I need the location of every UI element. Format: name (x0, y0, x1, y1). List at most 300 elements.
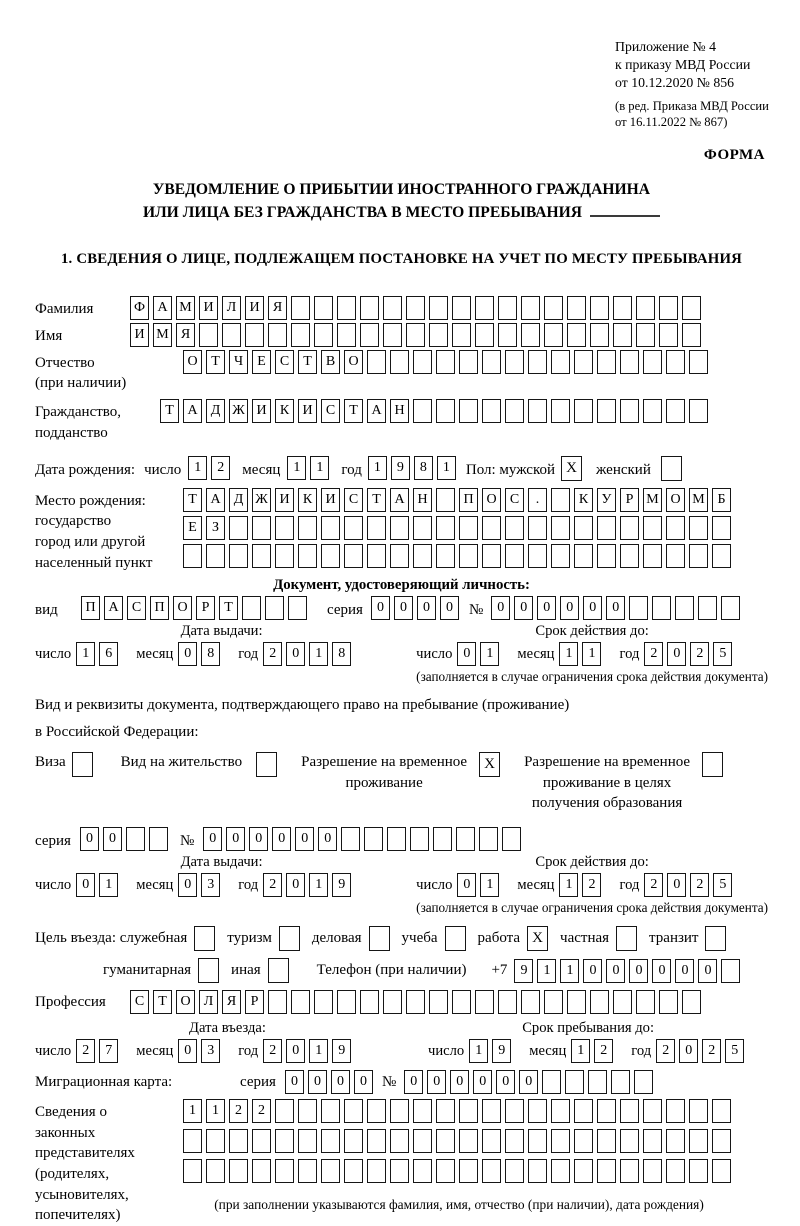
char-cell[interactable] (567, 990, 586, 1014)
char-cell[interactable]: Р (196, 596, 215, 620)
char-cell[interactable] (452, 296, 471, 320)
char-cell[interactable] (344, 516, 363, 540)
char-cell[interactable] (479, 827, 498, 851)
char-cell[interactable]: О (173, 596, 192, 620)
char-cell[interactable]: И (275, 488, 294, 512)
char-cell[interactable] (682, 323, 701, 347)
char-cell[interactable] (406, 990, 425, 1014)
char-cell[interactable]: 1 (437, 456, 456, 480)
char-cell[interactable]: 1 (559, 873, 578, 897)
char-cell[interactable] (567, 323, 586, 347)
char-cell[interactable]: Ж (229, 399, 248, 423)
char-cell[interactable]: 0 (698, 959, 717, 983)
char-cell[interactable] (574, 399, 593, 423)
char-cell[interactable] (528, 1129, 547, 1153)
char-cell[interactable] (429, 296, 448, 320)
char-cell[interactable]: 9 (332, 1039, 351, 1063)
char-cell[interactable]: Б (712, 488, 731, 512)
char-cell[interactable] (252, 1129, 271, 1153)
char-cell[interactable] (410, 827, 429, 851)
char-cell[interactable] (459, 1099, 478, 1123)
char-cell[interactable]: 2 (211, 456, 230, 480)
char-cell[interactable] (275, 1159, 294, 1183)
char-cell[interactable] (406, 323, 425, 347)
char-cell[interactable] (666, 1159, 685, 1183)
char-cell[interactable]: 0 (440, 596, 459, 620)
char-cell[interactable] (567, 296, 586, 320)
char-cell[interactable] (367, 1129, 386, 1153)
char-cell[interactable]: Л (222, 296, 241, 320)
char-cell[interactable] (413, 1099, 432, 1123)
char-cell[interactable]: Р (245, 990, 264, 1014)
char-cell[interactable] (643, 1129, 662, 1153)
char-cell[interactable] (528, 1159, 547, 1183)
char-cell[interactable] (344, 1099, 363, 1123)
char-cell[interactable] (636, 296, 655, 320)
char-cell[interactable] (498, 323, 517, 347)
char-cell[interactable]: 2 (263, 873, 282, 897)
char-cell[interactable] (565, 1070, 584, 1094)
char-cell[interactable] (390, 350, 409, 374)
char-cell[interactable]: К (574, 488, 593, 512)
char-cell[interactable] (459, 399, 478, 423)
purpose-other-checkbox[interactable] (268, 958, 289, 983)
char-cell[interactable] (337, 990, 356, 1014)
char-cell[interactable] (634, 1070, 653, 1094)
char-cell[interactable] (666, 350, 685, 374)
char-cell[interactable]: Т (183, 488, 202, 512)
char-cell[interactable] (682, 296, 701, 320)
char-cell[interactable] (275, 1129, 294, 1153)
char-cell[interactable]: О (666, 488, 685, 512)
char-cell[interactable] (390, 1129, 409, 1153)
gender-male-checkbox[interactable]: X (561, 456, 582, 481)
char-cell[interactable] (344, 544, 363, 568)
char-cell[interactable] (360, 323, 379, 347)
char-cell[interactable]: 2 (690, 873, 709, 897)
char-cell[interactable]: Е (252, 350, 271, 374)
char-cell[interactable]: Н (390, 399, 409, 423)
char-cell[interactable]: 0 (371, 596, 390, 620)
char-cell[interactable] (597, 544, 616, 568)
char-cell[interactable]: 1 (310, 456, 329, 480)
char-cell[interactable] (429, 990, 448, 1014)
temp-residence-checkbox[interactable]: X (479, 752, 500, 777)
char-cell[interactable]: 5 (713, 873, 732, 897)
char-cell[interactable]: 3 (201, 873, 220, 897)
char-cell[interactable] (390, 1159, 409, 1183)
char-cell[interactable] (436, 1129, 455, 1153)
char-cell[interactable] (459, 350, 478, 374)
char-cell[interactable] (721, 959, 740, 983)
char-cell[interactable]: 1 (571, 1039, 590, 1063)
char-cell[interactable]: С (344, 488, 363, 512)
purpose-study-checkbox[interactable] (445, 926, 466, 951)
char-cell[interactable] (413, 1159, 432, 1183)
char-cell[interactable] (183, 1159, 202, 1183)
char-cell[interactable] (459, 544, 478, 568)
char-cell[interactable] (275, 1099, 294, 1123)
char-cell[interactable] (698, 596, 717, 620)
char-cell[interactable] (498, 296, 517, 320)
char-cell[interactable] (620, 1129, 639, 1153)
char-cell[interactable] (452, 990, 471, 1014)
char-cell[interactable] (436, 399, 455, 423)
char-cell[interactable] (505, 1129, 524, 1153)
char-cell[interactable] (406, 296, 425, 320)
char-cell[interactable] (206, 544, 225, 568)
char-cell[interactable] (588, 1070, 607, 1094)
char-cell[interactable]: М (176, 296, 195, 320)
purpose-private-checkbox[interactable] (616, 926, 637, 951)
char-cell[interactable]: Ф (130, 296, 149, 320)
char-cell[interactable]: И (252, 399, 271, 423)
char-cell[interactable] (597, 1099, 616, 1123)
char-cell[interactable] (551, 399, 570, 423)
char-cell[interactable]: 1 (76, 642, 95, 666)
residence-permit-checkbox[interactable] (256, 752, 277, 777)
char-cell[interactable]: Т (367, 488, 386, 512)
char-cell[interactable]: Т (344, 399, 363, 423)
char-cell[interactable] (629, 596, 648, 620)
char-cell[interactable]: 0 (427, 1070, 446, 1094)
char-cell[interactable]: 1 (537, 959, 556, 983)
char-cell[interactable] (436, 544, 455, 568)
char-cell[interactable]: 1 (309, 1039, 328, 1063)
char-cell[interactable]: Ч (229, 350, 248, 374)
char-cell[interactable]: Т (219, 596, 238, 620)
char-cell[interactable]: 0 (583, 596, 602, 620)
char-cell[interactable]: 0 (318, 827, 337, 851)
char-cell[interactable]: 1 (206, 1099, 225, 1123)
char-cell[interactable]: 0 (178, 642, 197, 666)
char-cell[interactable] (413, 544, 432, 568)
char-cell[interactable]: 0 (249, 827, 268, 851)
char-cell[interactable]: Т (206, 350, 225, 374)
char-cell[interactable]: Т (153, 990, 172, 1014)
char-cell[interactable]: 0 (457, 642, 476, 666)
char-cell[interactable] (199, 323, 218, 347)
char-cell[interactable] (574, 516, 593, 540)
char-cell[interactable] (551, 350, 570, 374)
char-cell[interactable]: О (183, 350, 202, 374)
char-cell[interactable] (337, 323, 356, 347)
char-cell[interactable] (436, 1099, 455, 1123)
char-cell[interactable] (268, 323, 287, 347)
char-cell[interactable] (521, 990, 540, 1014)
char-cell[interactable]: О (482, 488, 501, 512)
char-cell[interactable] (413, 399, 432, 423)
char-cell[interactable] (242, 596, 261, 620)
char-cell[interactable]: 1 (309, 873, 328, 897)
char-cell[interactable] (321, 1129, 340, 1153)
char-cell[interactable] (252, 544, 271, 568)
char-cell[interactable] (613, 296, 632, 320)
char-cell[interactable] (528, 516, 547, 540)
char-cell[interactable]: 3 (201, 1039, 220, 1063)
char-cell[interactable]: А (206, 488, 225, 512)
char-cell[interactable]: 2 (644, 642, 663, 666)
char-cell[interactable]: Л (199, 990, 218, 1014)
char-cell[interactable]: 7 (99, 1039, 118, 1063)
char-cell[interactable] (643, 350, 662, 374)
char-cell[interactable] (314, 296, 333, 320)
char-cell[interactable] (643, 1159, 662, 1183)
char-cell[interactable] (498, 990, 517, 1014)
char-cell[interactable]: С (321, 399, 340, 423)
char-cell[interactable] (521, 323, 540, 347)
char-cell[interactable] (528, 399, 547, 423)
char-cell[interactable] (390, 544, 409, 568)
char-cell[interactable]: Я (268, 296, 287, 320)
char-cell[interactable]: С (505, 488, 524, 512)
char-cell[interactable] (229, 1159, 248, 1183)
char-cell[interactable]: 0 (308, 1070, 327, 1094)
char-cell[interactable]: 0 (178, 873, 197, 897)
char-cell[interactable]: 0 (295, 827, 314, 851)
char-cell[interactable]: З (206, 516, 225, 540)
char-cell[interactable] (505, 1159, 524, 1183)
char-cell[interactable] (712, 544, 731, 568)
char-cell[interactable] (551, 488, 570, 512)
char-cell[interactable] (689, 399, 708, 423)
char-cell[interactable]: 1 (368, 456, 387, 480)
char-cell[interactable] (222, 323, 241, 347)
char-cell[interactable] (597, 1159, 616, 1183)
char-cell[interactable]: 2 (702, 1039, 721, 1063)
char-cell[interactable]: 9 (492, 1039, 511, 1063)
char-cell[interactable]: 6 (99, 642, 118, 666)
char-cell[interactable]: 8 (414, 456, 433, 480)
purpose-humanitarian-checkbox[interactable] (198, 958, 219, 983)
char-cell[interactable]: 0 (178, 1039, 197, 1063)
char-cell[interactable] (337, 296, 356, 320)
char-cell[interactable] (126, 827, 145, 851)
char-cell[interactable]: О (344, 350, 363, 374)
char-cell[interactable]: 0 (675, 959, 694, 983)
char-cell[interactable]: 0 (629, 959, 648, 983)
char-cell[interactable]: Т (298, 350, 317, 374)
char-cell[interactable] (390, 516, 409, 540)
char-cell[interactable]: 2 (582, 873, 601, 897)
char-cell[interactable]: 1 (183, 1099, 202, 1123)
gender-female-checkbox[interactable] (661, 456, 682, 481)
char-cell[interactable]: А (390, 488, 409, 512)
char-cell[interactable]: 0 (496, 1070, 515, 1094)
char-cell[interactable] (574, 1129, 593, 1153)
char-cell[interactable] (675, 596, 694, 620)
char-cell[interactable]: А (153, 296, 172, 320)
char-cell[interactable]: 0 (404, 1070, 423, 1094)
char-cell[interactable] (252, 1159, 271, 1183)
char-cell[interactable]: 0 (226, 827, 245, 851)
char-cell[interactable]: Д (206, 399, 225, 423)
char-cell[interactable]: 2 (263, 642, 282, 666)
char-cell[interactable] (482, 516, 501, 540)
char-cell[interactable]: 2 (76, 1039, 95, 1063)
char-cell[interactable] (521, 296, 540, 320)
char-cell[interactable]: Т (160, 399, 179, 423)
char-cell[interactable] (321, 1099, 340, 1123)
char-cell[interactable] (689, 544, 708, 568)
char-cell[interactable] (590, 296, 609, 320)
char-cell[interactable] (383, 296, 402, 320)
char-cell[interactable]: Д (229, 488, 248, 512)
char-cell[interactable]: 1 (480, 642, 499, 666)
char-cell[interactable]: М (689, 488, 708, 512)
char-cell[interactable]: П (150, 596, 169, 620)
char-cell[interactable]: И (130, 323, 149, 347)
char-cell[interactable] (551, 516, 570, 540)
char-cell[interactable] (364, 827, 383, 851)
char-cell[interactable]: У (597, 488, 616, 512)
char-cell[interactable] (298, 1129, 317, 1153)
char-cell[interactable]: 1 (309, 642, 328, 666)
char-cell[interactable] (574, 544, 593, 568)
char-cell[interactable]: Р (620, 488, 639, 512)
char-cell[interactable]: П (459, 488, 478, 512)
char-cell[interactable]: А (104, 596, 123, 620)
char-cell[interactable] (611, 1070, 630, 1094)
char-cell[interactable]: 0 (514, 596, 533, 620)
purpose-business-checkbox[interactable] (369, 926, 390, 951)
char-cell[interactable] (712, 1099, 731, 1123)
char-cell[interactable] (666, 516, 685, 540)
char-cell[interactable] (505, 1099, 524, 1123)
char-cell[interactable]: И (321, 488, 340, 512)
char-cell[interactable] (689, 1129, 708, 1153)
char-cell[interactable] (613, 323, 632, 347)
char-cell[interactable] (597, 516, 616, 540)
char-cell[interactable] (245, 323, 264, 347)
char-cell[interactable]: К (275, 399, 294, 423)
char-cell[interactable] (643, 544, 662, 568)
char-cell[interactable] (456, 827, 475, 851)
char-cell[interactable] (551, 1099, 570, 1123)
char-cell[interactable] (429, 323, 448, 347)
char-cell[interactable] (360, 990, 379, 1014)
char-cell[interactable] (505, 399, 524, 423)
char-cell[interactable] (436, 516, 455, 540)
char-cell[interactable]: 9 (514, 959, 533, 983)
char-cell[interactable]: Н (413, 488, 432, 512)
char-cell[interactable]: 0 (354, 1070, 373, 1094)
char-cell[interactable]: 0 (491, 596, 510, 620)
char-cell[interactable] (597, 1129, 616, 1153)
char-cell[interactable] (597, 350, 616, 374)
char-cell[interactable]: 0 (473, 1070, 492, 1094)
char-cell[interactable] (542, 1070, 561, 1094)
char-cell[interactable] (433, 827, 452, 851)
char-cell[interactable]: 0 (652, 959, 671, 983)
char-cell[interactable] (620, 399, 639, 423)
char-cell[interactable] (275, 544, 294, 568)
char-cell[interactable] (206, 1159, 225, 1183)
char-cell[interactable] (367, 1159, 386, 1183)
char-cell[interactable] (367, 350, 386, 374)
char-cell[interactable] (682, 990, 701, 1014)
char-cell[interactable] (712, 1129, 731, 1153)
char-cell[interactable]: А (367, 399, 386, 423)
char-cell[interactable] (505, 350, 524, 374)
char-cell[interactable] (712, 1159, 731, 1183)
char-cell[interactable]: 0 (679, 1039, 698, 1063)
char-cell[interactable]: 2 (594, 1039, 613, 1063)
char-cell[interactable] (482, 350, 501, 374)
char-cell[interactable]: 0 (103, 827, 122, 851)
char-cell[interactable] (229, 1129, 248, 1153)
char-cell[interactable] (436, 488, 455, 512)
char-cell[interactable] (666, 1099, 685, 1123)
char-cell[interactable] (367, 1099, 386, 1123)
char-cell[interactable] (666, 544, 685, 568)
char-cell[interactable] (321, 1159, 340, 1183)
char-cell[interactable]: 0 (667, 873, 686, 897)
char-cell[interactable] (367, 516, 386, 540)
char-cell[interactable] (344, 1159, 363, 1183)
char-cell[interactable]: 9 (391, 456, 410, 480)
char-cell[interactable]: С (275, 350, 294, 374)
char-cell[interactable] (387, 827, 406, 851)
char-cell[interactable] (475, 296, 494, 320)
char-cell[interactable] (613, 990, 632, 1014)
char-cell[interactable]: 0 (286, 642, 305, 666)
char-cell[interactable] (229, 544, 248, 568)
char-cell[interactable]: 2 (229, 1099, 248, 1123)
char-cell[interactable] (413, 516, 432, 540)
char-cell[interactable] (721, 596, 740, 620)
char-cell[interactable]: 0 (457, 873, 476, 897)
char-cell[interactable]: 0 (285, 1070, 304, 1094)
char-cell[interactable]: Я (222, 990, 241, 1014)
char-cell[interactable] (620, 1159, 639, 1183)
char-cell[interactable]: 0 (606, 596, 625, 620)
char-cell[interactable]: 0 (286, 1039, 305, 1063)
purpose-transit-checkbox[interactable] (705, 926, 726, 951)
char-cell[interactable] (482, 1099, 501, 1123)
char-cell[interactable] (314, 990, 333, 1014)
char-cell[interactable] (544, 296, 563, 320)
char-cell[interactable] (298, 1099, 317, 1123)
char-cell[interactable] (298, 516, 317, 540)
char-cell[interactable] (574, 1159, 593, 1183)
char-cell[interactable]: 0 (203, 827, 222, 851)
char-cell[interactable]: 1 (99, 873, 118, 897)
char-cell[interactable] (574, 350, 593, 374)
char-cell[interactable] (620, 350, 639, 374)
char-cell[interactable]: П (81, 596, 100, 620)
char-cell[interactable]: 0 (76, 873, 95, 897)
char-cell[interactable] (544, 990, 563, 1014)
char-cell[interactable]: 0 (80, 827, 99, 851)
char-cell[interactable] (459, 516, 478, 540)
char-cell[interactable] (252, 516, 271, 540)
char-cell[interactable]: 0 (560, 596, 579, 620)
char-cell[interactable]: 2 (252, 1099, 271, 1123)
char-cell[interactable] (551, 1129, 570, 1153)
char-cell[interactable] (321, 544, 340, 568)
char-cell[interactable] (689, 1159, 708, 1183)
char-cell[interactable] (528, 1099, 547, 1123)
char-cell[interactable] (551, 544, 570, 568)
char-cell[interactable] (475, 323, 494, 347)
char-cell[interactable] (383, 323, 402, 347)
char-cell[interactable]: 0 (272, 827, 291, 851)
char-cell[interactable] (689, 516, 708, 540)
char-cell[interactable]: 8 (332, 642, 351, 666)
char-cell[interactable]: 1 (287, 456, 306, 480)
char-cell[interactable]: 1 (560, 959, 579, 983)
